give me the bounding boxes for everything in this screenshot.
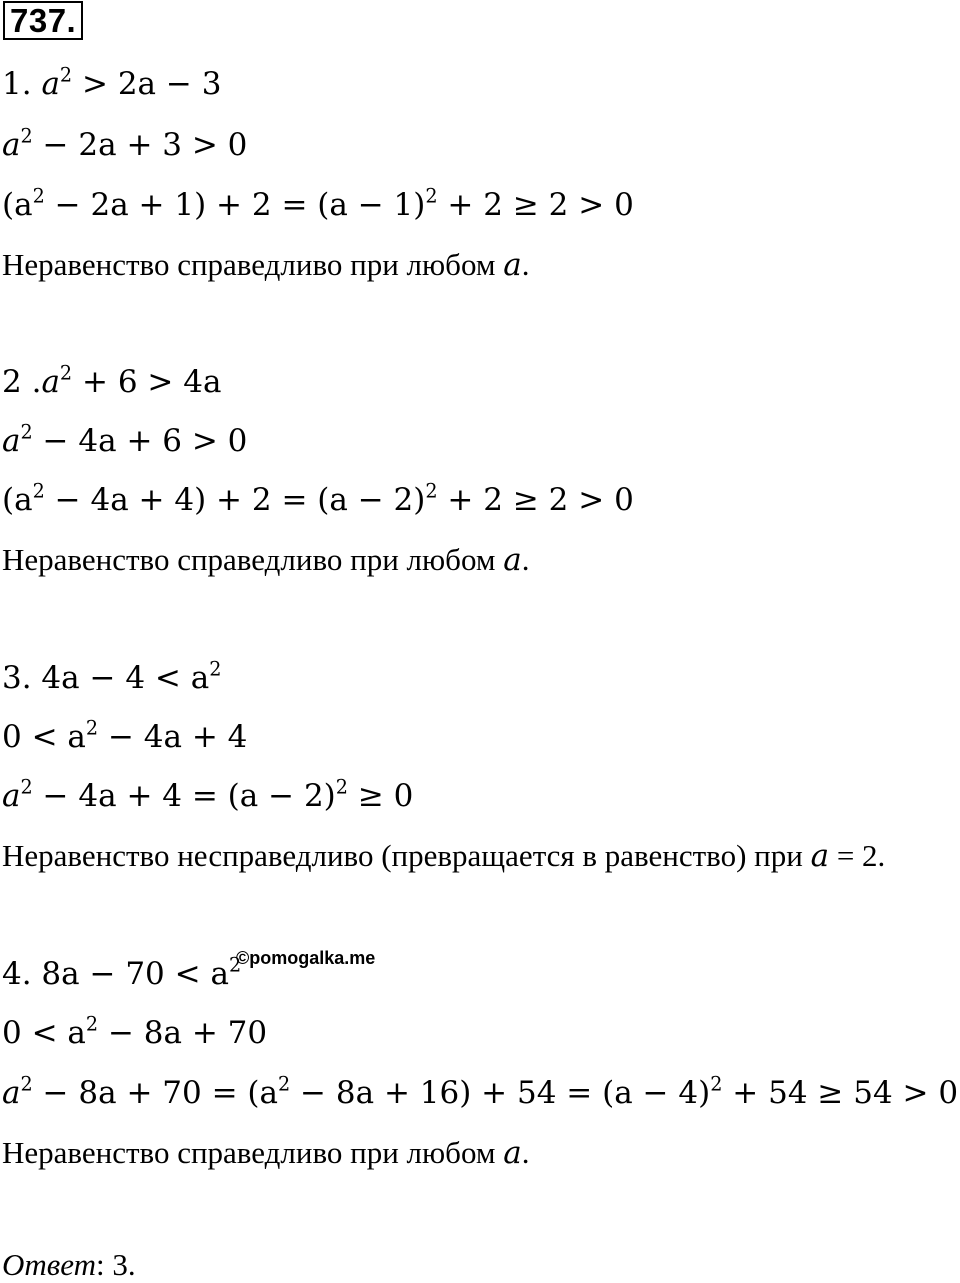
part1-step2: $(a^2 - 2a + 1) + 2 = (a - 1)^2 + 2 \ge 2 > 0$ <box>2 184 634 223</box>
answer-label: Ответ <box>2 1247 96 1282</box>
part4-header: 4. $8a - 70 < a^2$ <box>2 953 242 992</box>
part1-conclusion: Неравенство справедливо при любом a. <box>2 247 530 283</box>
part3-conclusion: Неравенство несправедливо (превращается в равенство) при a = 2. <box>2 838 886 874</box>
watermark: ©pomogalka.me <box>236 948 376 968</box>
part1-header: 1. $a^2 > 2a - 3$ <box>2 63 222 102</box>
part2-header: 2 $.a^2 + 6 > 4a$ <box>2 361 222 400</box>
part2-step1: $a^2 - 4a + 6 > 0$ <box>2 420 248 459</box>
part3-header: 3. $4a - 4 < a^2$ <box>2 657 222 696</box>
part2-conclusion: Неравенство справедливо при любом a. <box>2 542 530 578</box>
answer-line: Ответ: 3. <box>2 1247 136 1282</box>
part3-step1: $0 < a^2 - 4a + 4$ <box>2 716 248 755</box>
part3-step2: $a^2 - 4a + 4 = (a - 2)^2 \ge 0$ <box>2 775 414 814</box>
answer-value: 3. <box>112 1247 136 1282</box>
part1-step1: $a^2 - 2a + 3 > 0$ <box>2 124 248 163</box>
part4-conclusion: Неравенство справедливо при любом a. <box>2 1135 530 1171</box>
part2-step2: $(a^2 - 4a + 4) + 2 = (a - 2)^2 + 2 \ge 2 > 0$ <box>2 479 634 518</box>
problem-number: 737. <box>3 1 83 40</box>
part4-step1: $0 < a^2 - 8a + 70$ <box>2 1012 268 1051</box>
part4-step2: $a^2 - 8a + 70 = (a^2 - 8a + 16) + 54 = (a - 4)^2 + 54 \ge 54 > 0$ <box>2 1072 959 1111</box>
